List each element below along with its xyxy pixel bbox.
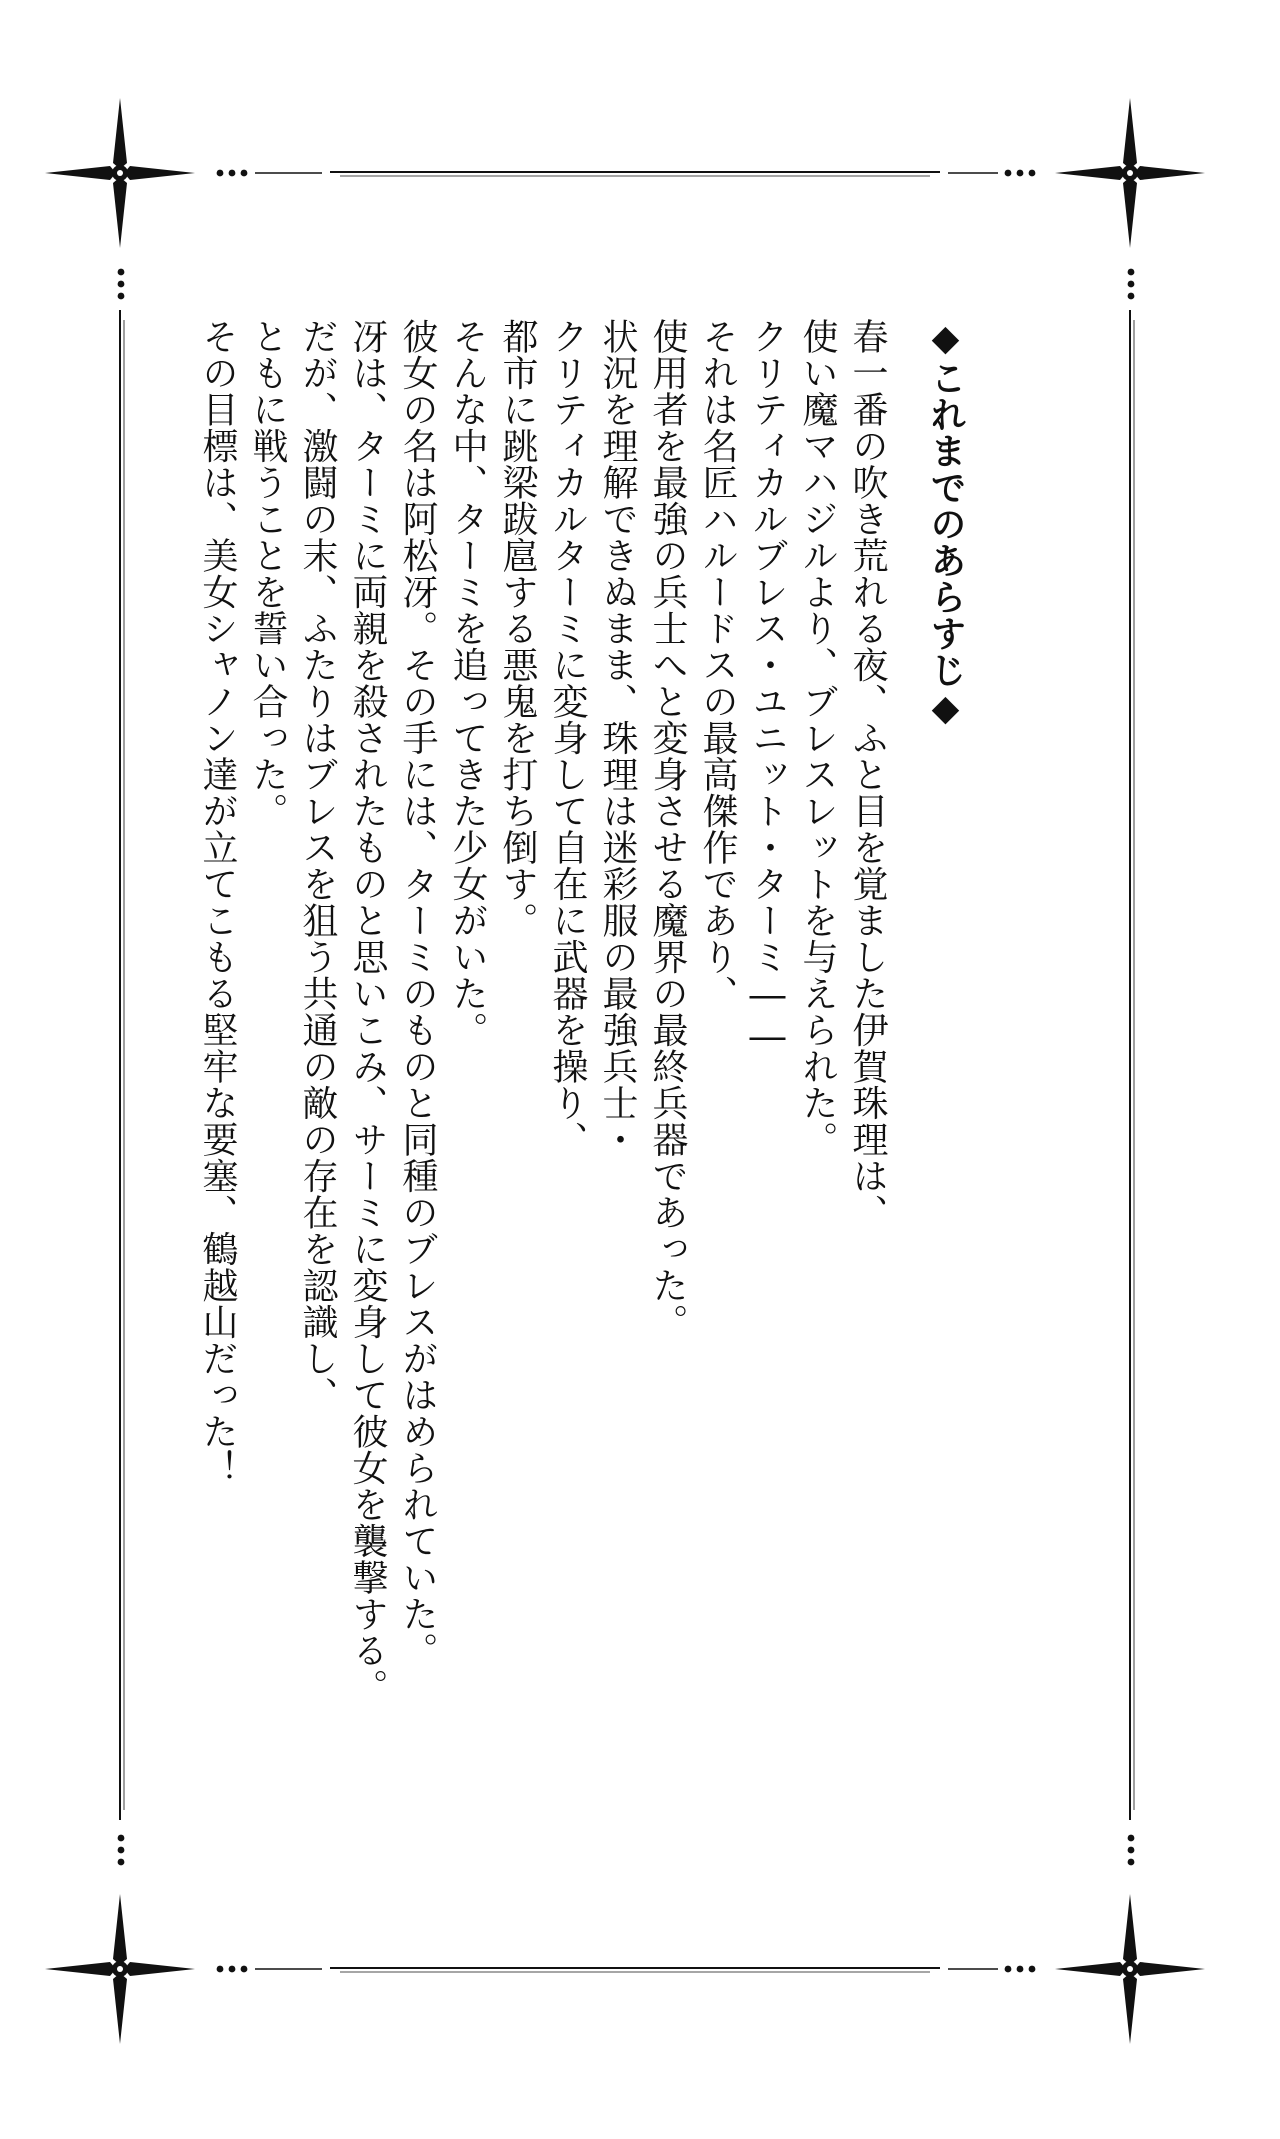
top-border-line: [217, 170, 1036, 177]
synopsis-line: 都市に跳梁跋扈する悪鬼を打ち倒す。: [497, 318, 538, 939]
corner-ornament-bottom-left: [45, 1894, 195, 2044]
synopsis-line: クリティカルブレス・ユニット・ターミ――: [747, 318, 788, 1058]
corner-ornament-top-left: [45, 98, 195, 248]
synopsis-line: だが、激闘の末、ふたりはブレスを狙う共通の敵の存在を認識し、: [297, 318, 338, 1413]
synopsis-heading: ◆これまでのあらすじ◆: [925, 318, 966, 730]
right-border-line: [1128, 269, 1135, 1866]
left-border-line: [118, 269, 125, 1866]
synopsis-line: それは名匠ハルードスの最高傑作であり、: [697, 318, 738, 1012]
synopsis-line: 彼女の名は阿松冴。その手には、ターミのものと同種のブレスがはめられていた。: [397, 318, 438, 1669]
corner-ornament-bottom-right: [1055, 1894, 1205, 2044]
synopsis-line: 春一番の吹き荒れる夜、ふと目を覚ました伊賀珠理は、: [847, 318, 888, 1231]
synopsis-line: クリティカルターミに変身して自在に武器を操り、: [547, 318, 588, 1158]
corner-ornament-top-right: [1055, 98, 1205, 248]
synopsis-line: その目標は、美女シャノン達が立てこもる堅牢な要塞、鶴越山だった！: [197, 318, 238, 1486]
bottom-border-line: [217, 1966, 1036, 1973]
synopsis-line: 使い魔マハジルより、ブレスレットを与えられた。: [797, 318, 838, 1158]
synopsis-line: ともに戦うことを誓い合った。: [247, 318, 288, 829]
synopsis-line: 状況を理解できぬまま、珠理は迷彩服の最強兵士・: [597, 318, 638, 1158]
synopsis-line: 使用者を最強の兵士へと変身させる魔界の最終兵器であった。: [647, 318, 688, 1340]
synopsis-line: そんな中、ターミを追ってきた少女がいた。: [447, 318, 488, 1048]
synopsis-line: 冴は、ターミに両親を殺されたものと思いこみ、サーミに変身して彼女を襲撃する。: [347, 318, 388, 1705]
synopsis-text-block: [197, 318, 970, 1705]
